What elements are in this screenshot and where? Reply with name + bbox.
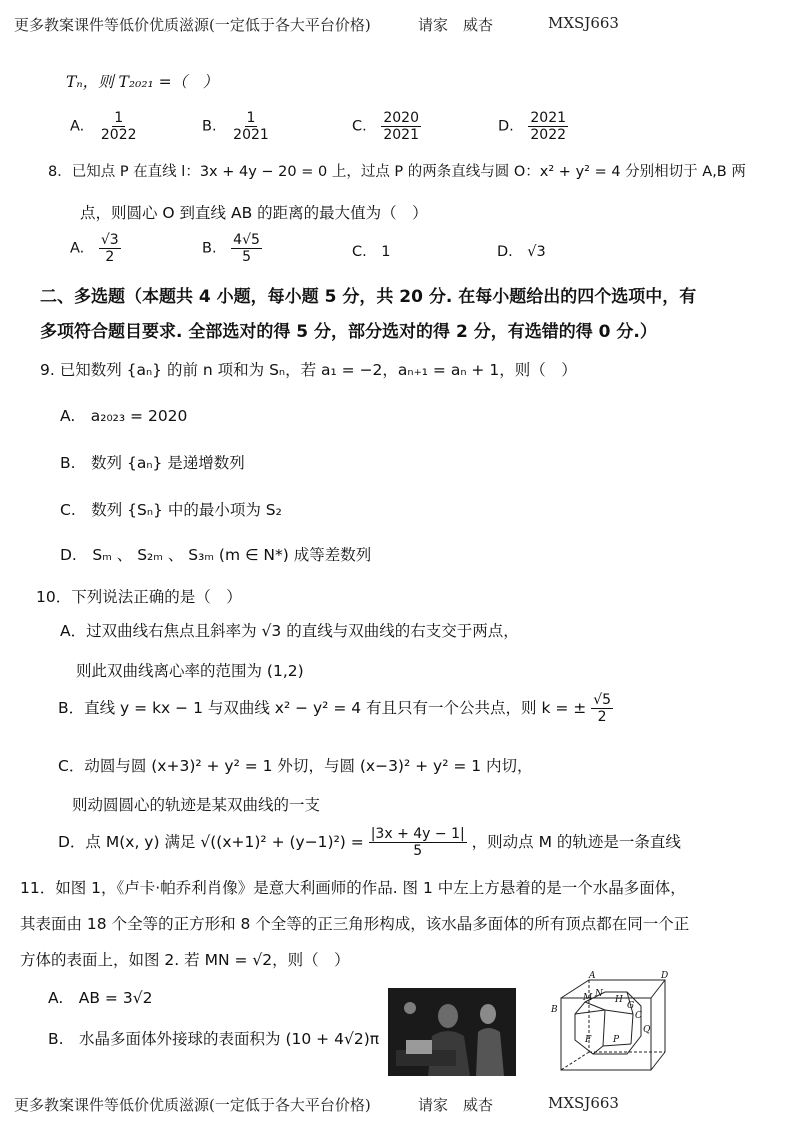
q7-option-c [352, 110, 421, 143]
q8-line2: 点，则圆心 O 到直线 AB 的距离的最大值为（ ） [80, 204, 428, 222]
header-contact: 请家 威杏 [418, 16, 494, 34]
q7-stem: Tₙ，则 T₂₀₂₁ =（ ） [66, 73, 219, 91]
q8-b-den: 5 [242, 249, 251, 266]
fig2-label-h: H [615, 995, 623, 1005]
q10-option-d [58, 826, 681, 859]
fig2-label-c: C [635, 1011, 642, 1021]
q8-a-label: A. [70, 240, 85, 257]
q8-option-a [70, 232, 121, 265]
q7-d-num: 2021 [530, 110, 567, 126]
footer-contact: 请家 威杏 [418, 1096, 494, 1114]
fig2-label-f: F [585, 1035, 592, 1045]
q10-option-a-line2: 则此双曲线离心率的范围为 (1,2) [76, 662, 304, 680]
q7-b-den: 2021 [233, 127, 269, 144]
fig2-label-p: P [613, 1035, 620, 1045]
q11-option-a: A. AB = 3√2 [48, 989, 153, 1007]
q10-d-tail: ，则动点 M 的轨迹是一条直线 [471, 833, 681, 852]
q8-b-label: B. [202, 240, 217, 257]
q8-a-den: 2 [105, 249, 115, 266]
q9-option-d: D. Sₘ 、 S₂ₘ 、 S₃ₘ (m ∈ N*) 成等差数列 [60, 546, 372, 564]
fig2-label-d: D [661, 971, 669, 981]
q10-d-num: |3x + 4y − 1| [370, 826, 465, 842]
q7-option-a [70, 110, 139, 143]
polyhedron-figure [545, 970, 725, 1075]
q8-line1: 8．已知点 P 在直线 l：3x + 4y − 20 = 0 上，过点 P 的两条直线与圆 O：x² + y² = 4 分别相切于 A,B 两 [48, 164, 746, 180]
q11-line2: 其表面由 18 个全等的正方形和 8 个全等的正三角形构成，该水晶多面体的所有顶点都在同一个正 [20, 915, 690, 933]
painting-image [388, 988, 516, 1076]
q10-b-num: √5 [593, 692, 612, 708]
fig2-label-m: M [583, 993, 593, 1003]
q9-option-c: C. 数列 {Sₙ} 中的最小项为 S₂ [60, 501, 282, 519]
q10-d-text: D．点 M(x, y) 满足 √((x+1)² + (y−1)²) = [58, 833, 364, 852]
polyhedron-svg [545, 970, 725, 1075]
section2-line1: 二、多选题（本题共 4 小题，每小题 5 分，共 20 分. 在每小题给出的四个选项中，有 [40, 287, 697, 307]
q8-b-num: 4√5 [233, 232, 260, 248]
footer-ad: 更多教案课件等低价优质滋源(一定低于各大平台价格) [14, 1096, 371, 1114]
q7-d-label: D. [498, 118, 514, 135]
q10-stem: 10．下列说法正确的是（ ） [36, 588, 242, 606]
q9-option-b: B. 数列 {aₙ} 是递增数列 [60, 454, 245, 472]
q8-option-c: C. 1 [352, 244, 391, 260]
fig2-label-q: Q [643, 1025, 651, 1035]
painting-svg [388, 988, 516, 1076]
q7-d-den: 2022 [530, 127, 567, 144]
fig2-label-g: G [627, 1001, 635, 1011]
fig2-label-n: N [595, 989, 603, 999]
q8-option-d: D. √3 [497, 244, 546, 260]
q7-option-d [498, 110, 568, 143]
q7-option-b [202, 110, 271, 143]
q9-stem: 9. 已知数列 {aₙ} 的前 n 项和为 Sₙ，若 a₁ = −2，aₙ₊₁ = aₙ + 1，则（ ） [40, 361, 577, 379]
q7-b-label: B. [202, 118, 217, 135]
q7-c-den: 2021 [383, 127, 419, 144]
fig2-label-a: A [589, 971, 596, 981]
q7-c-num: 2020 [383, 110, 419, 126]
q10-option-c-line1: C．动圆与圆 (x+3)² + y² = 1 外切，与圆 (x−3)² + y² = 1 内切， [58, 757, 533, 775]
q10-d-den: 5 [413, 843, 423, 860]
q11-line1: 11．如图 1，《卢卡·帕乔利肖像》是意大利画师的作品. 图 1 中左上方悬着的是一个水晶多面体， [20, 879, 686, 897]
fig2-label-b: B [551, 1005, 558, 1015]
q7-c-label: C. [352, 118, 367, 135]
q8-a-num: √3 [100, 232, 119, 248]
q10-option-a-line1: A．过双曲线右焦点且斜率为 √3 的直线与双曲线的右支交于两点， [60, 622, 519, 640]
footer-code: MXSJ663 [548, 1094, 619, 1112]
q10-b-den: 2 [597, 709, 607, 726]
section2-line2: 多项符合题目要求. 全部选对的得 5 分，部分选对的得 2 分，有选错的得 0 分.） [40, 322, 657, 342]
q11-line3: 方体的表面上，如图 2. 若 MN = √2，则（ ） [20, 951, 350, 969]
q10-option-c-line2: 则动圆圆心的轨迹是某双曲线的一支 [72, 796, 321, 814]
q7-a-label: A. [70, 118, 85, 135]
q9-option-a: A. a₂₀₂₃ = 2020 [60, 407, 188, 425]
q7-b-num: 1 [246, 110, 256, 126]
header-ad: 更多教案课件等低价优质滋源(一定低于各大平台价格) [14, 16, 371, 34]
header-code: MXSJ663 [548, 14, 619, 32]
q8-option-b [202, 232, 262, 265]
q11-option-b: B. 水晶多面体外接球的表面积为 (10 + 4√2)π [48, 1030, 380, 1048]
q10-b-text: B．直线 y = kx − 1 与双曲线 x² − y² = 4 有且只有一个公共点，则 k = ± [58, 699, 587, 718]
q7-a-den: 2022 [100, 127, 137, 144]
q7-a-num: 1 [114, 110, 124, 126]
q10-option-b [58, 692, 613, 725]
